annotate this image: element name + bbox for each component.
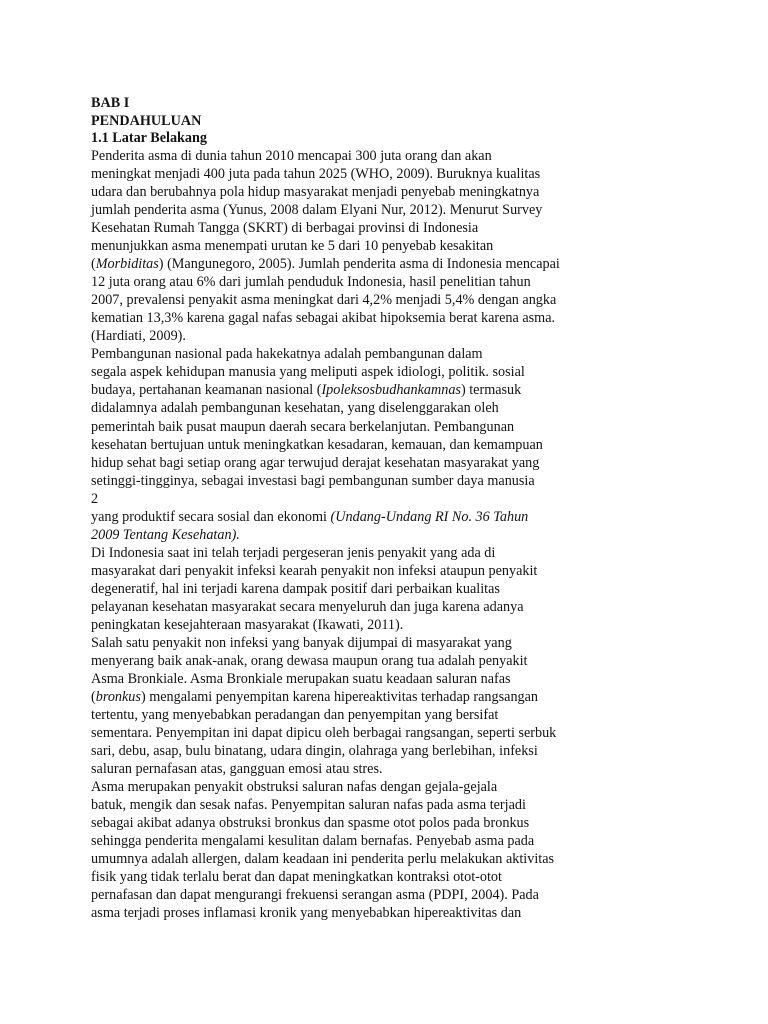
chapter-label: BAB I [91, 95, 130, 111]
body-line: yang produktif secara sosial dan ekonomi (Undang-Undang RI No. 36 Tahun [91, 508, 529, 525]
body-line: (bronkus) mengalami penyempitan karena hipereaktivitas terhadap rangsangan [91, 688, 539, 705]
body-line: fisik yang tidak terlalu berat dan dapat meningkatkan kontraksi otot-otot [91, 869, 502, 886]
body-line: menunjukkan asma menempati urutan ke 5 dari 10 penyebab kesakitan [91, 238, 494, 255]
body-line: (Hardiati, 2009). [91, 328, 186, 345]
body-line: asma terjadi proses inflamasi kronik yang menyebabkan hipereaktivitas dan [91, 905, 522, 922]
body-line: kesehatan bertujuan untuk meningkatkan kesadaran, kemauan, dan kemampuan [91, 436, 543, 453]
body-line: segala aspek kehidupan manusia yang meliputi aspek idiologi, politik. sosial [91, 364, 525, 381]
body-line: Pembangunan nasional pada hakekatnya adalah pembangunan dalam [91, 346, 483, 363]
body-line: pelayanan kesehatan masyarakat secara menyeluruh dan juga karena adanya [91, 598, 524, 615]
body-line: 2007, prevalensi penyakit asma meningkat dari 4,2% menjadi 5,4% dengan angka [91, 292, 557, 309]
italic-term: bronkus [95, 688, 141, 705]
body-line: umumnya adalah allergen, dalam keadaan ini penderita perlu melakukan aktivitas [91, 851, 555, 868]
body-line: meningkat menjadi 400 juta pada tahun 2025 (WHO, 2009). Buruknya kualitas [91, 166, 541, 182]
body-line: (Morbiditas) (Mangunegoro, 2005). Jumlah penderita asma di Indonesia mencapai [91, 256, 560, 273]
body-line: masyarakat dari penyakit infeksi kearah penyakit non infeksi ataupun penyakit [91, 562, 538, 579]
body-line: Penderita asma di dunia tahun 2010 mencapai 300 juta orang dan akan [91, 148, 492, 164]
body-line: saluran pernafasan atas, gangguan emosi atau stres. [91, 761, 383, 777]
body-line: sebagai akibat adanya obstruksi bronkus dan spasme otot polos pada bronkus [91, 815, 530, 832]
section-heading: 1.1 Latar Belakang [91, 130, 208, 146]
body-line: kematian 13,3% karena gagal nafas sebagai akibat hipoksemia berat karena asma. [91, 310, 556, 327]
body-line: pemerintah baik pusat maupun daerah secara berkelanjutan. Pembangunan [91, 418, 515, 435]
body-line: hidup sehat bagi setiap orang agar terwujud derajat kesehatan masyarakat yang [91, 454, 540, 471]
body-line: setinggi-tingginya, sebagai investasi bagi pembangunan sumber daya manusia [91, 472, 535, 489]
italic-term: Ipoleksosbudhankamnas [321, 382, 461, 399]
body-line: budaya, pertahanan keamanan nasional (Ipoleksosbudhankamnas) termasuk [91, 382, 522, 399]
body-line: menyerang baik anak-anak, orang dewasa maupun orang tua adalah penyakit [91, 652, 528, 669]
body-line [91, 526, 240, 544]
italic-term: Morbiditas [95, 256, 159, 273]
body-line: Salah satu penyakit non infeksi yang banyak dijumpai di masyarakat yang [91, 634, 512, 651]
body-line: sementara. Penyempitan ini dapat dipicu oleh berbagai rangsangan, seperti serbuk [91, 725, 557, 741]
body-line: udara dan berubahnya pola hidup masyarakat menjadi penyebab meningkatnya [91, 184, 540, 201]
italic-term: 2009 Tentang Kesehatan). [91, 526, 240, 543]
chapter-title: PENDAHULUAN [91, 113, 202, 129]
body-line: didalamnya adalah pembangunan kesehatan, yang diselenggarakan oleh [91, 400, 499, 417]
body-line: batuk, mengik dan sesak nafas. Penyempitan saluran nafas pada asma terjadi [91, 797, 526, 814]
body-line: pernafasan dan dapat mengurangi frekuensi serangan asma (PDPI, 2004). Pada [91, 887, 539, 904]
page-number: 2 [91, 490, 99, 507]
body-line: degeneratif, hal ini terjadi karena dampak positif dari perbaikan kualitas [91, 580, 500, 597]
body-line: Asma Bronkiale. Asma Bronkiale merupakan suatu keadaan saluran nafas [91, 670, 511, 687]
body-line: Di Indonesia saat ini telah terjadi pergeseran jenis penyakit yang ada di [91, 544, 496, 561]
body-line: sehingga penderita mengalami kesulitan dalam bernafas. Penyebab asma pada [91, 833, 535, 850]
body-line: peningkatan kesejahteraan masyarakat (Ikawati, 2011). [91, 616, 404, 633]
body-line: Asma merupakan penyakit obstruksi saluran nafas dengan gejala-gejala [91, 779, 498, 796]
body-line: Kesehatan Rumah Tangga (SKRT) di berbagai provinsi di Indonesia [91, 220, 479, 237]
body-line: 12 juta orang atau 6% dari jumlah penduduk Indonesia, hasil penelitian tahun [91, 274, 531, 291]
italic-term: (Undang-Undang RI No. 36 Tahun [330, 508, 529, 525]
body-line: tertentu, yang menyebabkan peradangan dan penyempitan yang bersifat [91, 706, 499, 723]
body-line: jumlah penderita asma (Yunus, 2008 dalam Elyani Nur, 2012). Menurut Survey [91, 202, 543, 219]
body-line: sari, debu, asap, bulu binatang, udara dingin, olahraga yang berlebihan, infeksi [91, 743, 538, 759]
